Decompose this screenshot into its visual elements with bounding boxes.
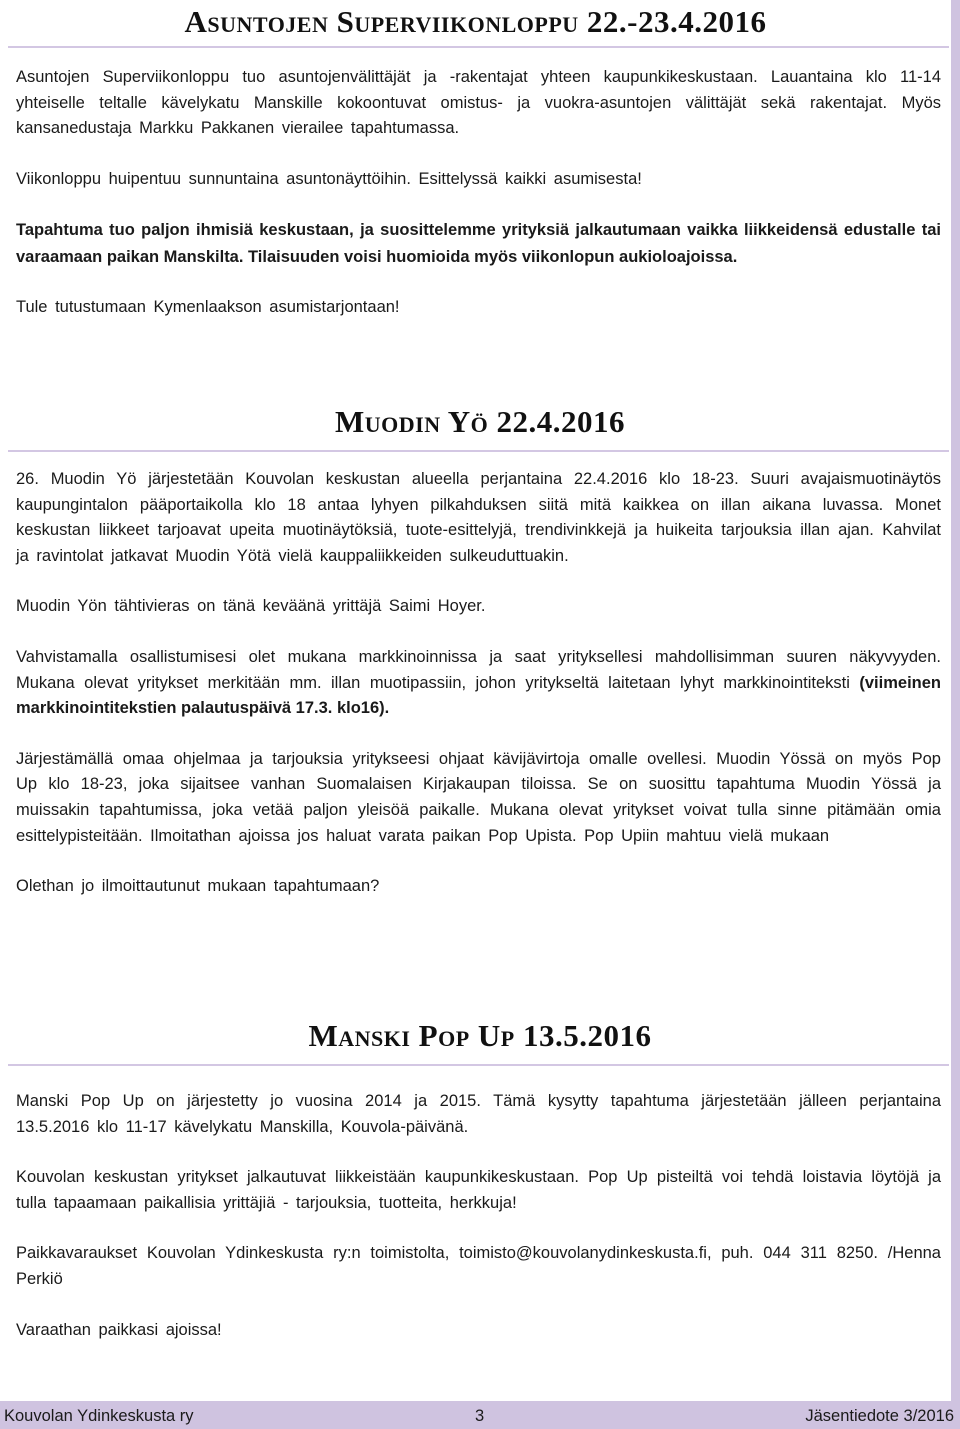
paragraph	[16, 645, 941, 722]
paragraph: Varaathan paikkasi ajoissa!	[16, 1320, 222, 1339]
section-title-manski-pop-up: Manski Pop Up 13.5.2016	[308, 1018, 652, 1053]
paragraph: Manski Pop Up on järjestetty jo vuosina 2014 ja 2015. Tämä kysytty tapahtuma järjestetään jälleen perjantaina 13.5.2016 klo 11-17 kävelykatu Manskilla, Kouvola-päivänä.	[16, 1092, 941, 1136]
page-title: Asuntojen Superviikonloppu 22.-23.4.2016	[184, 4, 767, 39]
paragraph: Kouvolan keskustan yritykset jalkautuvat liikkeistään kaupunkikeskustaan. Pop Up pisteiltä voi tehdä loistavia löytöjä ja tulla tapaamaan paikallisia yrittäjiä - tarjouksia, tuotteita, herkkuja!	[16, 1168, 941, 1212]
paragraph: 26. Muodin Yö järjestetään Kouvolan keskustan alueella perjantaina 22.4.2016 klo 18-23. Suuri avajaismuotinäytös kaupungintalon pääportaikolla klo 18 antaa lyhyen pilkahduksen siitä mitä kaikkea on illan aikana luvassa. Monet keskustan liikkeet tarjoavat upeita muotinäytöksiä, tuote-esittelyjä, trendivinkkejä ja huikeita tarjouksia illan ajan. Kahvilat ja ravintolat jatkavat Muodin Yötä vielä kauppaliikkeiden sulkeuduttuakin.	[16, 470, 941, 565]
paragraph-text: Vahvistamalla osallistumisesi olet mukana markkinoinnissa ja saat yrityksellesi mahdollisimman suuren näkyvyyden. Mukana olevat yritykset merkitään mm. illan muotipassiin, johon yritykseltä laitetaan lyhyt markkinointiteksti	[16, 647, 941, 692]
paragraph: Asuntojen Superviikonloppu tuo asuntojenvälittäjät ja -rakentajat yhteen kaupunkikeskustaan. Lauantaina klo 11-14 yhteiselle teltalle kävelykatu Manskille kokoontuvat omistus- ja vuokra-asuntojen välittäjät sekä rakentajat. Myös kansanedustaja Markku Pakkanen vierailee tapahtumassa.	[16, 68, 941, 138]
section-title-muodin-yo: Muodin Yö 22.4.2016	[335, 404, 625, 439]
section-muodin-yo	[16, 467, 941, 900]
section-manski-pop-up	[16, 1089, 941, 1343]
title-band	[0, 0, 951, 46]
paragraph: Tule tutustumaan Kymenlaakson asumistarjontaan!	[16, 298, 400, 317]
right-accent-bar	[951, 0, 960, 1429]
paragraph: Järjestämällä omaa ohjelmaa ja tarjouksia yritykseesi ohjaat kävijävirtoja omalle ovellesi. Muodin Yössä on myös Pop Up klo 18-23, joka sijaitsee vanhan Suomalaisen Kirjakaupan tiloissa. Se on suosittu tapahtuma Muodin Yössä ja muissakin tapahtumissa, joka vetää paljon yleisöä paikalle. Mukana olevat yritykset voivat tulla sinne pitämään omia esittelypisteitään. Ilmoitathan ajoissa jos haluat varata paikan Pop Upista. Pop Upiin mahtuu vielä mukaan	[16, 749, 941, 845]
paragraph: Paikkavaraukset Kouvolan Ydinkeskusta ry:n toimistolta, toimisto@kouvolanydinkeskusta.fi, puh. 044 311 8250. /Henna Perkiö	[16, 1244, 941, 1288]
footer-page-number: 3	[475, 1407, 485, 1425]
paragraph-highlight: Tapahtuma tuo paljon ihmisiä keskustaan, ja suosittelemme yrityksiä jalkautumaan vaikka liikkeidensä edustalle tai varaamaan paikan Manskilta. Tilaisuuden voisi huomioida myös viikonlopun aukioloajoissa.	[16, 221, 941, 266]
footer-issue: Jäsentiedote 3/2016	[805, 1407, 954, 1425]
title-rule	[8, 46, 949, 48]
paragraph: Muodin Yön tähtivieras on tänä keväänä yrittäjä Saimi Hoyer.	[16, 597, 486, 616]
deadline-note: (viimeinen markkinointitekstien palautuspäivä 17.3. klo16).	[16, 673, 941, 718]
footer-organization: Kouvolan Ydinkeskusta ry	[4, 1407, 194, 1425]
section-rule	[8, 1064, 949, 1066]
section-rule	[8, 450, 949, 452]
paragraph: Olethan jo ilmoittautunut mukaan tapahtumaan?	[16, 877, 380, 896]
section-superviikonloppu	[16, 65, 941, 321]
paragraph: Viikonloppu huipentuu sunnuntaina asuntonäyttöihin. Esittelyssä kaikki asumisesta!	[16, 169, 642, 188]
page-footer	[0, 1401, 960, 1429]
